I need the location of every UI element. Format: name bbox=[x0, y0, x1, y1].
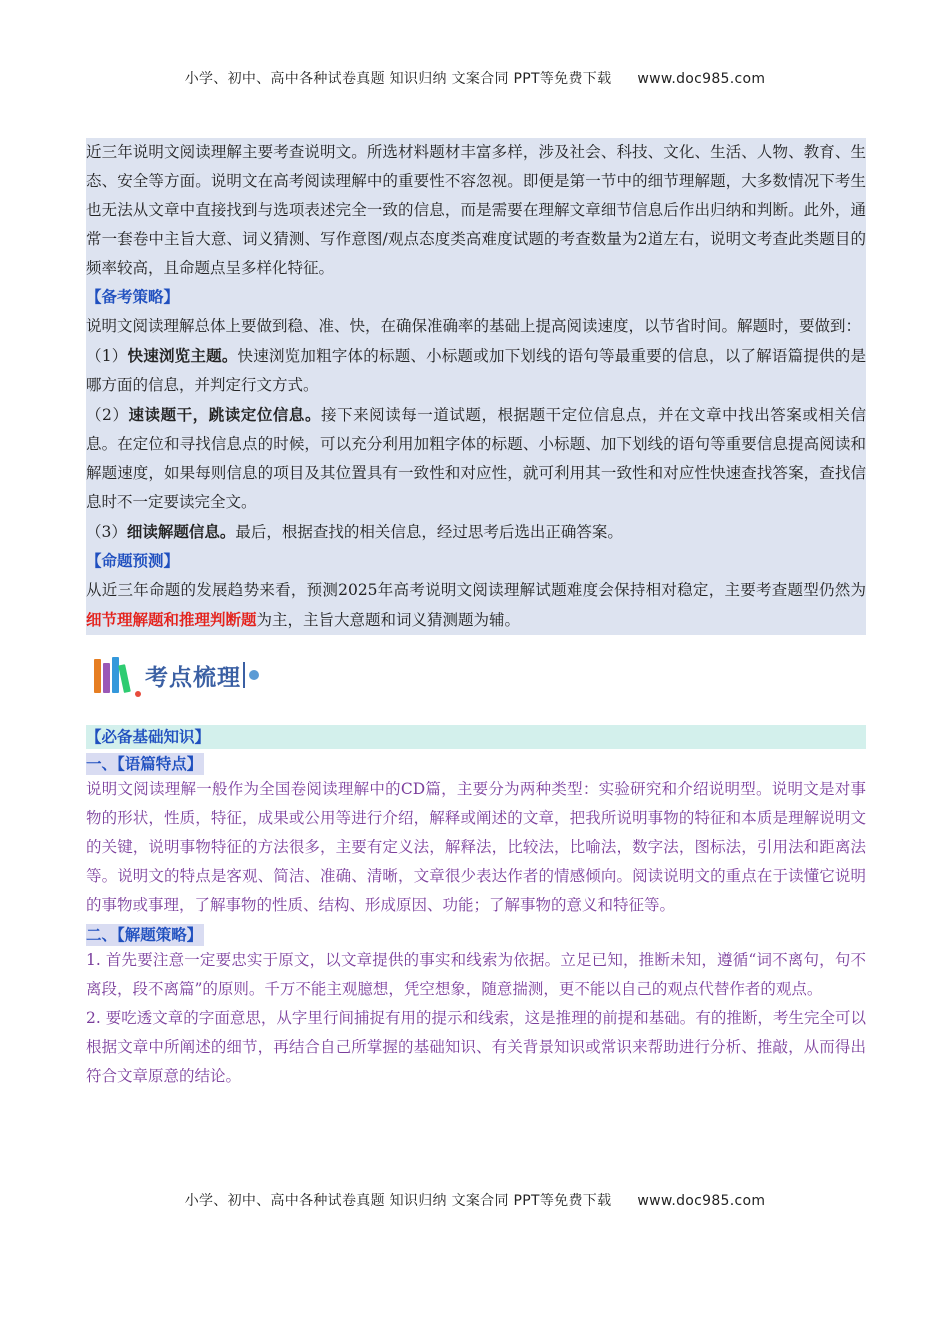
strategy-item-text: 接下来阅读每一道试题，根据题干定位信息点，并在文章中找出答案或相关信息。在定位和寻找信息点的时候，可以充分利用加粗字体的标题、小标题、加下划线的语句等重要信息提高阅读和解题速度，如果每则信息的项目及其位置具有一致性和对应性，就可利用其一致性和对应性快速查找答案，查找信息时不一定要读完全文。 bbox=[86, 406, 866, 511]
prediction-text-end: 为主，主旨大意题和词义猜测题为辅。 bbox=[256, 611, 521, 629]
part2-item-2: 2. 要吃透文章的字面意思，从字里行间捕捉有用的提示和线索，这是推理的前提和基础。有的推断，考生完全可以根据文章中所阐述的细节，再结合自己所掌握的基础知识、有关背景知识或常识来帮助进行分析、推敲，从而得出符合文章原意的结论。 bbox=[86, 1009, 866, 1085]
prediction-tag: 【命题预测】 bbox=[86, 552, 180, 570]
banner-end-dot bbox=[249, 670, 259, 680]
header-text: 小学、初中、高中各种试卷真题 知识归纳 文案合同 PPT等免费下载 bbox=[184, 71, 612, 87]
part2-heading: 二、【解题策略】 bbox=[86, 926, 203, 944]
prediction-tag-row bbox=[86, 547, 866, 576]
strategy-item-num: （3） bbox=[86, 523, 127, 541]
banner-title: 考点梳理 bbox=[145, 664, 241, 691]
page-header bbox=[0, 68, 950, 88]
strategy-item-text: 快速浏览加粗字体的标题、小标题或加下划线的语句等最重要的信息，以了解语篇提供的是哪方面的信息，并判定行文方式。 bbox=[86, 347, 866, 394]
footer-text: 小学、初中、高中各种试卷真题 知识归纳 文案合同 PPT等免费下载 bbox=[184, 1193, 612, 1209]
basics-tag: 【必备基础知识】 bbox=[86, 725, 866, 749]
strategy-item-num: （1） bbox=[86, 347, 128, 365]
banner-dot bbox=[135, 691, 141, 697]
strategy-item-3 bbox=[86, 517, 866, 547]
strategy-item-2 bbox=[86, 400, 866, 517]
strategy-tag-row bbox=[86, 283, 866, 312]
part2-item-1: 1. 首先要注意一定要忠实于原文，以文章提供的事实和线索为依据。立足已知，推断未知，遵循“词不离句，句不离段，段不离篇”的原则。千万不能主观臆想，凭空想象，随意揣测，更不能以自己的观点代替作者的观点。 bbox=[86, 951, 866, 998]
part1-text: 说明文阅读理解一般作为全国卷阅读理解中的CD篇，主要分为两种类型：实验研究和介绍说明型。说明文是对事物的形状，性质，特征，成果或公用等进行介绍，解释或阐述的文章，把我所说明事物的特征和本质是理解说明文的关键，说明事物特征的方法很多，主要有定义法，解释法，比较法，比喻法，数字法，图标法，引用法和距离法等。说明文的特点是客观、简洁、准确、清晰，文章很少表达作者的情感倾向。阅读说明文的重点在于读懂它说明的事物或事理，了解事物的性质、结构、形成原因、功能；了解事物的意义和特征等。 bbox=[86, 780, 866, 914]
strategy-item-num: （2） bbox=[86, 406, 129, 424]
strategy-item-bold: 速读题干，跳读定位信息。 bbox=[128, 405, 322, 424]
strategy-item-text: 最后，根据查找的相关信息，经过思考后选出正确答案。 bbox=[235, 523, 623, 541]
section-banner bbox=[94, 649, 866, 701]
strategy-tag: 【备考策略】 bbox=[86, 288, 180, 306]
strategy-item-bold: 快速浏览主题。 bbox=[127, 346, 238, 365]
strategy-item-bold: 细读解题信息。 bbox=[126, 522, 236, 541]
page-footer bbox=[0, 1190, 950, 1210]
prediction-highlight: 细节理解题和推理判断题 bbox=[86, 610, 257, 629]
footer-url[interactable]: www.doc985.com bbox=[637, 1193, 766, 1209]
banner-cursor bbox=[243, 662, 245, 688]
books-icon bbox=[94, 657, 131, 693]
part1 bbox=[86, 749, 866, 920]
prediction-paragraph bbox=[86, 576, 866, 635]
strategy-item-1 bbox=[86, 341, 866, 400]
strategy-intro: 说明文阅读理解总体上要做到稳、准、快，在确保准确率的基础上提高阅读速度，以节省时间。解题时，要做到： bbox=[86, 312, 866, 341]
header-url[interactable]: www.doc985.com bbox=[637, 71, 766, 87]
part2 bbox=[86, 920, 866, 1091]
prediction-text: 从近三年命题的发展趋势来看，预测2025年高考说明文阅读理解试题难度会保持相对稳定，主要考查题型仍然为 bbox=[86, 581, 866, 599]
intro-paragraph: 近三年说明文阅读理解主要考查说明文。所选材料题材丰富多样，涉及社会、科技、文化、生活、人物、教育、生态、安全等方面。说明文在高考阅读理解中的重要性不容忽视。即便是第一节中的细节理解题，大多数情况下考生也无法从文章中直接找到与选项表述完全一致的信息，而是需要在理解文章细节信息后作出归纳和判断。此外，通常一套卷中主旨大意、词义猜测、写作意图/观点态度类高难度试题的考查数量为2道左右，说明文考查此类题目的频率较高，且命题点呈多样化特征。 bbox=[86, 138, 866, 283]
part1-heading: 一、【语篇特点】 bbox=[86, 755, 203, 773]
page-content bbox=[86, 138, 866, 1091]
